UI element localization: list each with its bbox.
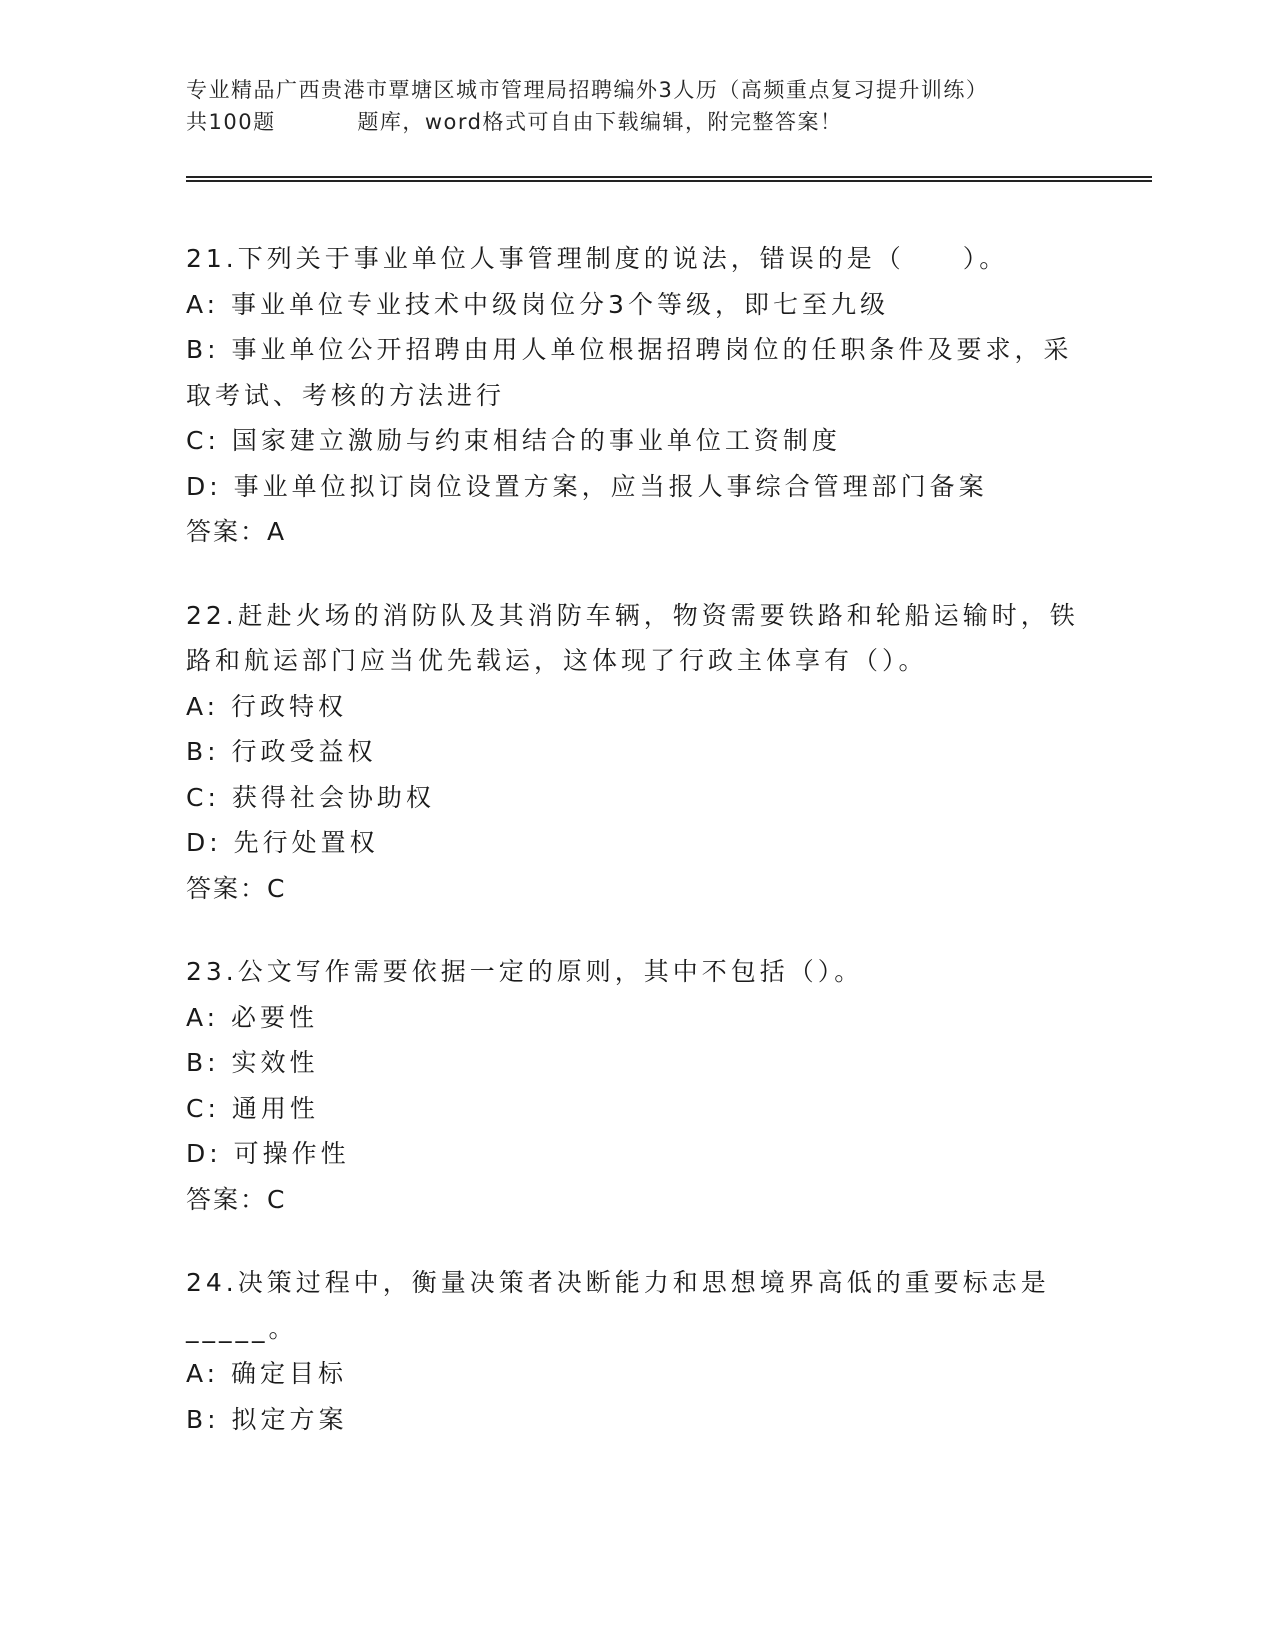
- question-stem: 21.下列关于事业单位人事管理制度的说法，错误的是（ ）。: [186, 244, 1009, 273]
- answer-text: 答案：C: [186, 873, 287, 903]
- answer-text: 答案：C: [186, 1184, 287, 1214]
- document-title-line2: 共100题 题库，word格式可自由下载编辑，附完整答案！: [186, 110, 843, 134]
- option-c: C: 国家建立激励与约束相结合的事业单位工资制度: [186, 426, 841, 455]
- option-d: D: 可操作性: [186, 1139, 350, 1168]
- option-a: A: 事业单位专业技术中级岗位分3个等级，即七至九级: [186, 289, 889, 319]
- question-24: [186, 1260, 1086, 1442]
- option-c: C: 通用性: [186, 1093, 319, 1123]
- option-b: B: 事业单位公开招聘由用人单位根据招聘岗位的任职条件及要求，采取考试、考核的方法进行: [186, 335, 1073, 410]
- question-23: [186, 949, 1086, 1222]
- answer-text: 答案：A: [186, 517, 287, 546]
- option-b: B: 拟定方案: [186, 1404, 348, 1434]
- question-21: [186, 236, 1086, 555]
- option-b: B: 行政受益权: [186, 737, 377, 766]
- option-d: D: 先行处置权: [186, 828, 379, 857]
- option-a: A: 必要性: [186, 1002, 319, 1032]
- question-stem: 23.公文写作需要依据一定的原则，其中不包括（）。: [186, 957, 864, 986]
- option-a: A: 确定目标: [186, 1359, 348, 1388]
- answer-blank: _____。: [186, 1313, 298, 1343]
- question-22: [186, 593, 1086, 912]
- document-title-line1: 专业精品广西贵港市覃塘区城市管理局招聘编外3人历（高频重点复习提升训练）: [186, 78, 989, 102]
- header-double-rule: [186, 176, 1152, 182]
- question-list: [186, 236, 1086, 1480]
- option-a: A: 行政特权: [186, 691, 348, 721]
- option-d: D: 事业单位拟订岗位设置方案，应当报人事综合管理部门备案: [186, 471, 988, 501]
- question-stem: 24.决策过程中，衡量决策者决断能力和思想境界高低的重要标志是: [186, 1268, 1050, 1297]
- question-stem: 22.赶赴火场的消防队及其消防车辆，物资需要铁路和轮船运输时，铁路和航运部门应当优先载运，这体现了行政主体享有（）。: [186, 600, 1079, 675]
- option-c: C: 获得社会协助权: [186, 782, 435, 812]
- document-header: [186, 74, 1086, 138]
- option-b: B: 实效性: [186, 1048, 319, 1077]
